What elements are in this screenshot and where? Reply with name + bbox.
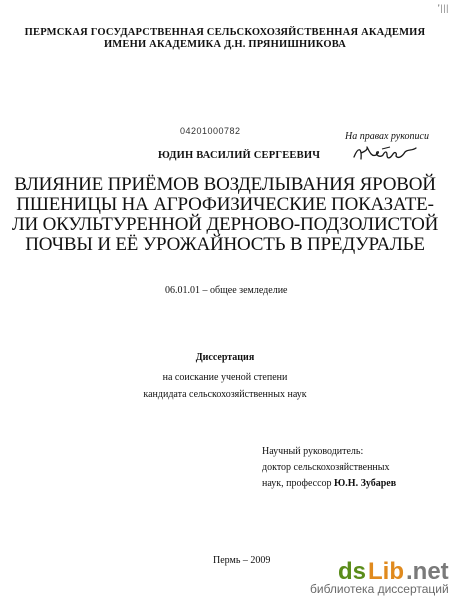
supervisor-label: Научный руководитель: xyxy=(262,446,364,457)
title-line-1: ВЛИЯНИЕ ПРИЁМОВ ВОЗДЕЛЫВАНИЯ ЯРОВОЙ xyxy=(14,174,436,195)
title-line-2: ПШЕНИЦЫ НА АГРОФИЗИЧЕСКИЕ ПОКАЗАТЕ- xyxy=(16,194,434,215)
author-name: ЮДИН ВАСИЛИЙ СЕРГЕЕВИЧ xyxy=(158,150,321,161)
watermark-caption: библиотека диссертаций xyxy=(310,582,449,596)
institution-header xyxy=(0,27,450,51)
corner-mark: '||| xyxy=(438,3,450,13)
dslib-logo xyxy=(338,558,449,585)
svg-text:ds: ds xyxy=(338,558,367,585)
rights-note: На правах рукописи xyxy=(345,131,429,142)
degree-line-1: на соискание ученой степени xyxy=(162,372,288,383)
document-number: 04201000782 xyxy=(180,126,241,136)
institution-line-1: ПЕРМСКАЯ ГОСУДАРСТВЕННАЯ СЕЛЬСКОХОЗЯЙСТВЕННАЯ АКАДЕМИЯ xyxy=(24,27,426,38)
svg-text:Lib: Lib xyxy=(368,558,404,585)
supervisor-rank: наук, профессор xyxy=(262,478,332,489)
handwritten-signature xyxy=(352,143,418,167)
supervisor-name: Ю.Н. Зубарев xyxy=(334,478,397,489)
work-type: Диссертация xyxy=(195,352,255,363)
supervisor-title: доктор сельскохозяйственных xyxy=(262,462,390,473)
supervisor-rank-line xyxy=(262,476,396,492)
supervisor-block xyxy=(262,444,396,492)
svg-text:.net: .net xyxy=(406,558,449,585)
degree-line-2: кандидата сельскохозяйственных наук xyxy=(143,389,307,400)
specialty-code: 06.01.01 – общее земледелие xyxy=(165,285,288,296)
institution-line-2: ИМЕНИ АКАДЕМИКА Д.Н. ПРЯНИШНИКОВА xyxy=(103,39,347,50)
title-line-4: ПОЧВЫ И ЕЁ УРОЖАЙНОСТЬ В ПРЕДУРАЛЬЕ xyxy=(25,234,425,255)
city-year: Пермь – 2009 xyxy=(213,555,271,566)
title-line-3: ЛИ ОКУЛЬТУРЕННОЙ ДЕРНОВО-ПОДЗОЛИСТОЙ xyxy=(11,214,439,235)
dissertation-title xyxy=(0,175,450,255)
